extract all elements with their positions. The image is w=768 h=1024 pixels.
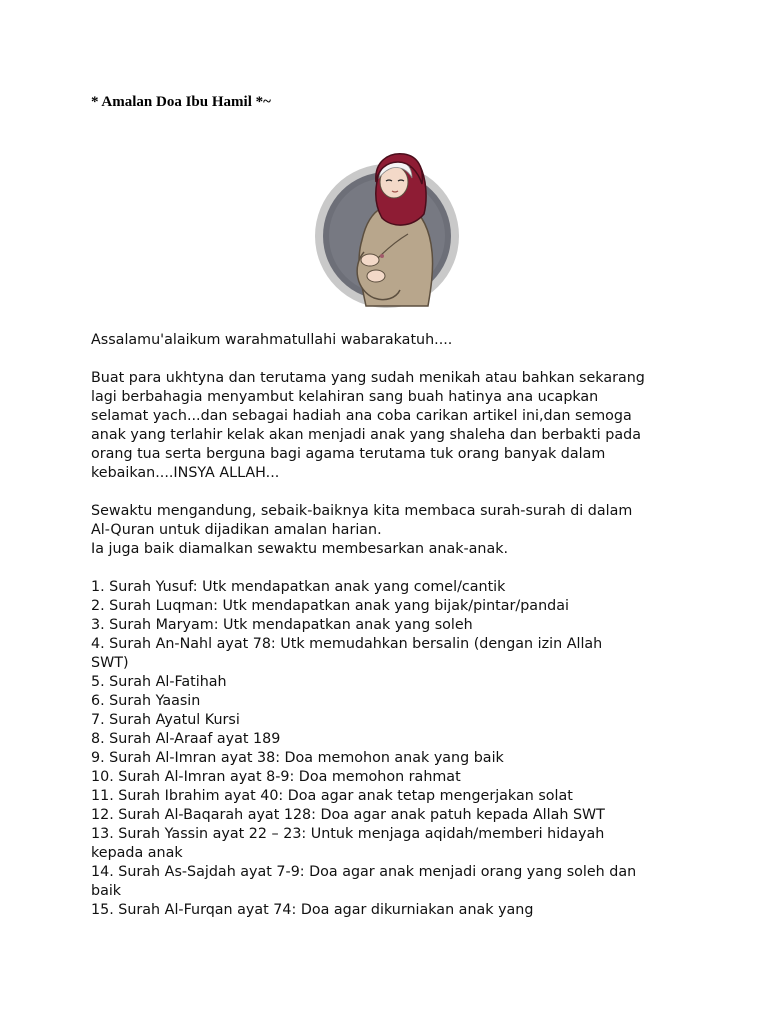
list-item: 11. Surah Ibrahim ayat 40: Doa agar anak tetap mengerjakan solat	[91, 788, 573, 804]
list-item: 9. Surah Al-Imran ayat 38: Doa memohon anak yang baik	[91, 750, 504, 766]
list-item: 10. Surah Al-Imran ayat 8-9: Doa memohon rahmat	[91, 769, 461, 785]
advice-line: Sewaktu mengandung, sebaik-baiknya kita membaca surah-surah di dalam	[91, 503, 633, 519]
list-item: 14. Surah As-Sajdah ayat 7-9: Doa agar anak menjadi orang yang soleh dan	[91, 864, 637, 880]
list-item: 7. Surah Ayatul Kursi	[91, 712, 240, 728]
pregnant-woman-hijab-illustration	[312, 148, 462, 308]
article-body	[91, 331, 691, 920]
list-item: 5. Surah Al-Fatihah	[91, 674, 227, 690]
advice-line: Ia juga baik diamalkan sewaktu membesarkan anak-anak.	[91, 541, 509, 557]
advice-paragraph	[91, 502, 691, 559]
intro-line: Buat para ukhtyna dan terutama yang sudah menikah atau bahkan sekarang	[91, 370, 645, 386]
intro-line: anak yang terlahir kelak akan menjadi anak yang shaleha dan berbakti pada	[91, 427, 641, 443]
list-item: 1. Surah Yusuf: Utk mendapatkan anak yang comel/cantik	[91, 579, 506, 595]
advice-line: Al-Quran untuk dijadikan amalan harian.	[91, 522, 382, 538]
list-item: 13. Surah Yassin ayat 22 – 23: Untuk menjaga aqidah/memberi hidayah	[91, 826, 605, 842]
intro-line: selamat yach...dan sebagai hadiah ana coba carikan artikel ini,dan semoga	[91, 408, 632, 424]
list-item: 12. Surah Al-Baqarah ayat 128: Doa agar anak patuh kepada Allah SWT	[91, 807, 605, 823]
intro-line: kebaikan....INSYA ALLAH...	[91, 465, 280, 481]
list-item: 15. Surah Al-Furqan ayat 74: Doa agar dikurniakan anak yang	[91, 902, 534, 918]
list-item: baik	[91, 883, 122, 899]
list-item: 3. Surah Maryam: Utk mendapatkan anak yang soleh	[91, 617, 473, 633]
list-item: kepada anak	[91, 845, 183, 861]
intro-line: lagi berbahagia menyambut kelahiran sang buah hatinya ana ucapkan	[91, 389, 599, 405]
list-item: SWT)	[91, 655, 129, 671]
greeting: Assalamu'alaikum warahmatullahi wabarakatuh....	[91, 332, 453, 348]
page-title: * Amalan Doa Ibu Hamil *~	[91, 94, 271, 110]
surah-list	[91, 578, 691, 920]
bracelet	[380, 254, 384, 258]
list-item: 8. Surah Al-Araaf ayat 189	[91, 731, 281, 747]
list-item: 6. Surah Yaasin	[91, 693, 201, 709]
intro-line: orang tua serta berguna bagi agama terutama tuk orang banyak dalam	[91, 446, 606, 462]
hand-left	[361, 254, 379, 266]
intro-paragraph	[91, 369, 691, 483]
list-item: 2. Surah Luqman: Utk mendapatkan anak yang bijak/pintar/pandai	[91, 598, 569, 614]
hand-right	[367, 270, 385, 282]
list-item: 4. Surah An-Nahl ayat 78: Utk memudahkan bersalin (dengan izin Allah	[91, 636, 603, 652]
